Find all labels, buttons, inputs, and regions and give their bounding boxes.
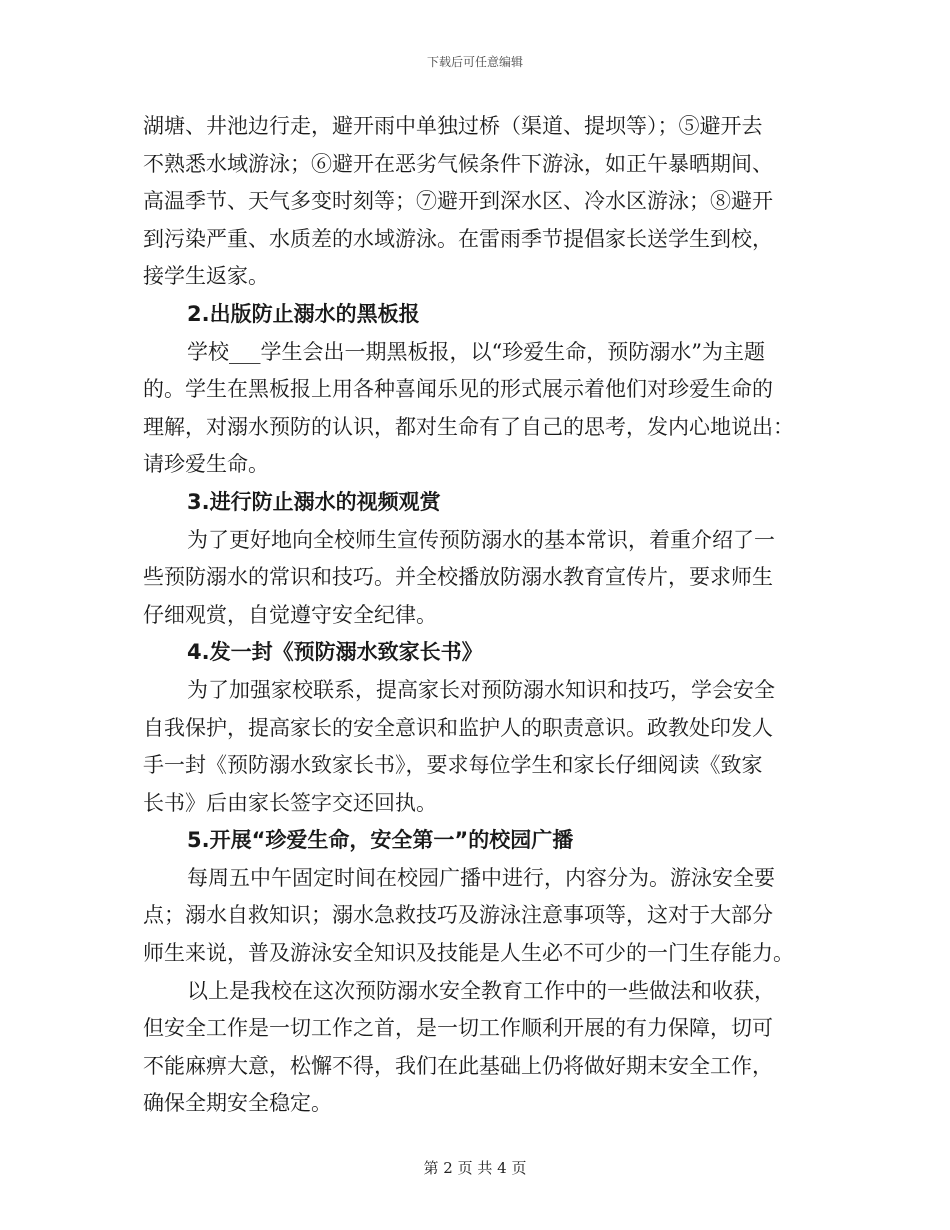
- paragraph-line: 湖塘、井池边行走，避开雨中单独过桥（渠道、提坝等）；⑤避开去: [143, 114, 763, 138]
- paragraph-line: 长书》后由家长签字交还回执。: [143, 790, 437, 815]
- paragraph-line: 仔细观赏，自觉遵守安全纪律。: [143, 602, 437, 627]
- paragraph-line: 确保全期安全稳定。: [143, 1091, 332, 1116]
- paragraph-line: 到污染严重、水质差的水域游泳。在雷雨季节提倡家长送学生到校，: [143, 226, 773, 251]
- page-footer: 第 2 页 共 4 页: [423, 1159, 527, 1177]
- paragraph-line: 点；溺水自救知识；溺水急救技巧及游泳注意事项等，这对于大部分: [143, 903, 773, 928]
- paragraph-line: 但安全工作是一切工作之首，是一切工作顺利开展的有力保障，切可: [143, 1016, 773, 1041]
- paragraph-line: 每周五中午固定时间在校园广播中进行，内容分为。游泳安全要: [187, 865, 775, 890]
- section-heading-2: 2.出版防止溺水的黑板报: [187, 301, 420, 326]
- paragraph-line: 为了加强家校联系，提高家长对预防溺水知识和技巧，学会安全: [187, 677, 775, 702]
- document-body: [143, 108, 803, 1123]
- paragraph-line: 手一封《预防溺水致家长书》，要求每位学生和家长仔细阅读《致家: [143, 753, 763, 778]
- paragraph-line: 自我保护，提高家长的安全意识和监护人的职责意识。政教处印发人: [143, 715, 773, 740]
- paragraph-line: 请珍爱生命。: [143, 452, 269, 477]
- paragraph-line: 理解，对溺水预防的认识，都对生命有了自己的思考，发内心地说出：: [143, 414, 794, 439]
- paragraph-line: 高温季节、天气多变时刻等；⑦避开到深水区、冷水区游泳；⑧避开: [143, 189, 773, 214]
- paragraph-line: 不熟悉水域游泳；⑥避开在恶劣气候条件下游泳，如正午暴晒期间、: [143, 151, 773, 176]
- paragraph-line: 以上是我校在这次预防溺水安全教育工作中的一些做法和收获，: [187, 978, 775, 1003]
- paragraph-line: 为了更好地向全校师生宣传预防溺水的基本常识，着重介绍了一: [187, 527, 775, 552]
- section-heading-3: 3.进行防止溺水的视频观赏: [187, 489, 441, 514]
- paragraph-line: 师生来说，普及游泳安全知识及技能是人生必不可少的一门生存能力。: [143, 941, 794, 966]
- paragraph-line: 的。学生在黑板报上用各种喜闻乐见的形式展示着他们对珍爱生命的: [143, 377, 773, 402]
- section-heading-4: 4.发一封《预防溺水致家长书》: [187, 640, 483, 665]
- paragraph-line: 接学生返家。: [143, 264, 269, 289]
- page-header: 下载后可任意编辑: [426, 55, 523, 69]
- paragraph-line: 学校___学生会出一期黑板报，以“珍爱生命，预防溺水”为主题: [187, 339, 765, 364]
- paragraph-line: 些预防溺水的常识和技巧。并全校播放防溺水教育宣传片，要求师生: [143, 565, 773, 590]
- paragraph-line: 不能麻痹大意，松懈不得，我们在此基础上仍将做好期末安全工作，: [143, 1053, 773, 1078]
- section-heading-5: 5.开展“珍爱生命，安全第一”的校园广播: [187, 828, 574, 853]
